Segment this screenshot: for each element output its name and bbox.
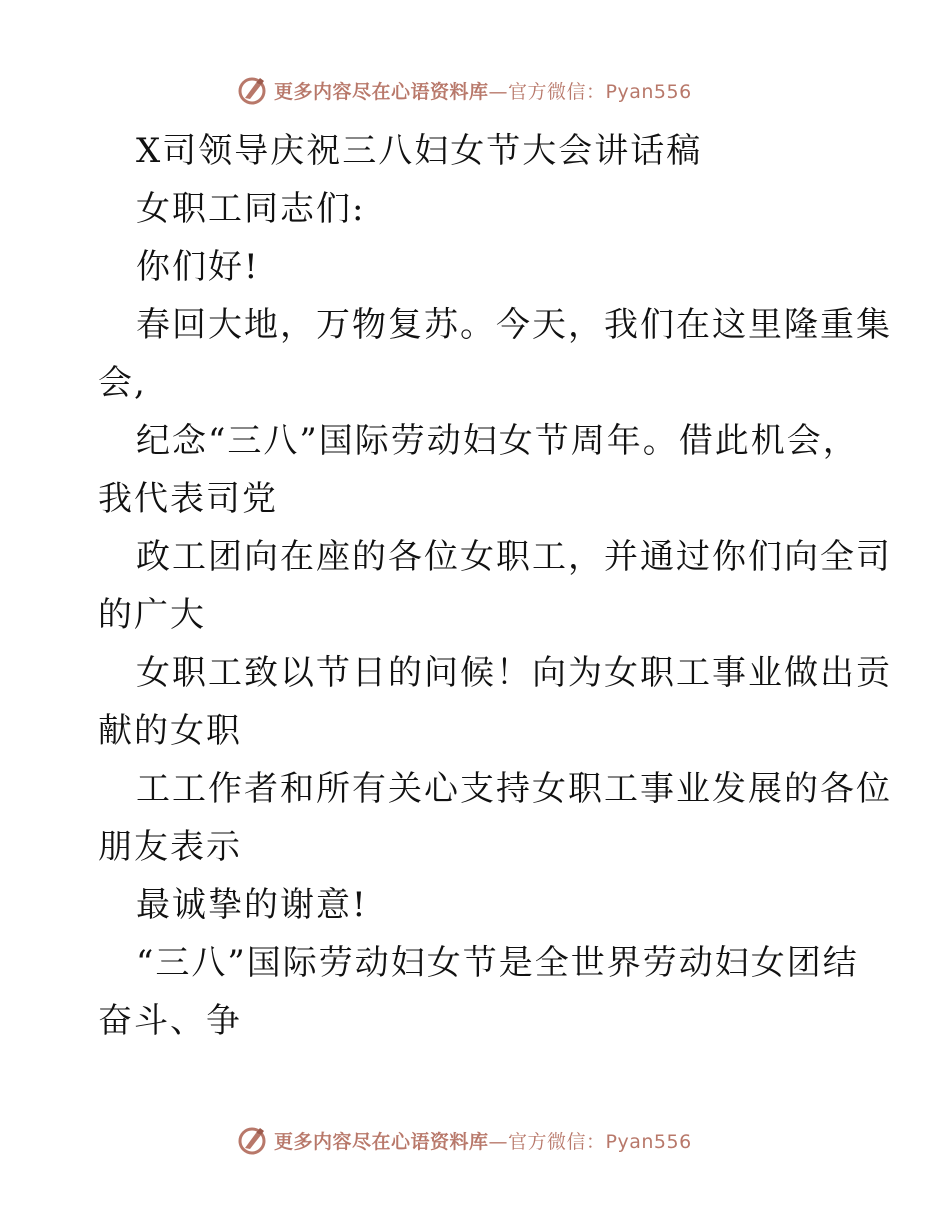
pen-nib-logo-icon [236,1124,268,1156]
paragraph-line: 工工作者和所有关心支持女职工事业发展的各位 [136,769,892,809]
paragraph-line: 朋友表示 [98,827,242,867]
document-body [98,122,892,1050]
paragraph-line: 会, [98,363,147,403]
paragraph-line: 我代表司党 [98,479,278,519]
paragraph-line: 女职工同志们: [136,189,366,229]
banner-text [274,77,692,104]
paragraph-line: 女职工致以节日的问候！向为女职工事业做出贡 [136,653,892,693]
banner-brand-text: 更多内容尽在心语资料库 [274,1130,489,1153]
document-title: X司领导庆祝三八妇女节大会讲话稿 [136,131,703,171]
paragraph-line: 献的女职 [98,711,242,751]
paragraph-line: “三八”国际劳动妇女节是全世界劳动妇女团结 [136,943,859,983]
banner-contact-text: 官方微信：Pyan556 [508,80,692,103]
banner-contact-text: 官方微信：Pyan556 [508,1130,692,1153]
banner-separator: — [488,80,509,103]
paragraph-line: 的广大 [98,595,206,635]
paragraph-line: 你们好! [136,247,260,287]
pen-nib-logo-icon [236,74,268,106]
footer-banner [0,1120,950,1160]
header-banner [0,70,950,110]
paragraph-line: 最诚挚的谢意! [136,885,368,925]
paragraph-line: 纪念“三八”国际劳动妇女节周年。借此机会， [136,421,859,461]
paragraph-line: 政工团向在座的各位女职工，并通过你们向全司 [136,537,892,577]
banner-separator: — [488,1130,509,1153]
banner-text [274,1127,692,1154]
banner-brand-text: 更多内容尽在心语资料库 [274,80,489,103]
paragraph-line: 奋斗、争 [98,1001,242,1041]
paragraph-line: 春回大地，万物复苏。今天，我们在这里隆重集 [136,305,892,345]
